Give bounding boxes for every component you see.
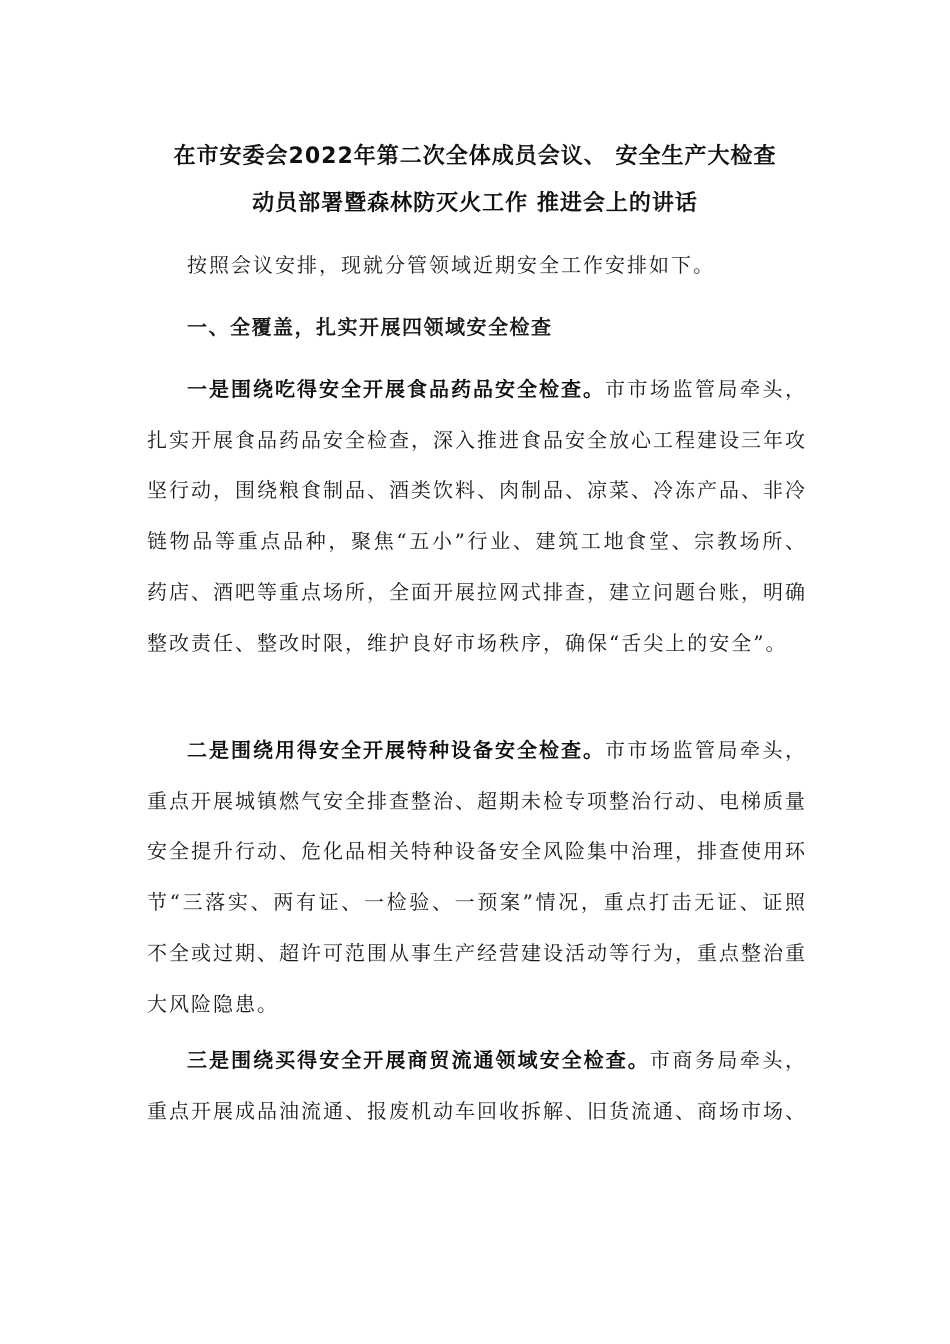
paragraph-item-1	[147, 364, 807, 668]
item-3-body: 市商务局牵头，重点开展成品油流通、报废机动车回收拆解、旧货流通、商场市场、	[147, 1048, 808, 1123]
item-3-lead: 三是围绕买得安全开展商贸流通领域安全检查。	[187, 1048, 650, 1072]
section-heading: 一、全覆盖，扎实开展四领域安全检查	[187, 315, 553, 339]
document-title-line-1: 在市安委会2022年第二次全体成员会议、 安全生产大检查	[173, 144, 777, 169]
item-1-lead: 一是围绕吃得安全开展食品药品安全检查。	[187, 377, 605, 401]
paragraph-item-3	[147, 1035, 807, 1136]
item-1-body: 市市场监管局牵头，扎实开展食品药品安全检查，深入推进食品安全放心工程建设三年攻坚行动，围绕粮食制品、酒类饮料、肉制品、凉菜、冷冻产品、非冷链物品等重点品种，聚焦“五小”行业、建筑工地食堂、宗教场所、药店、酒吧等重点场所，全面开展拉网式排查，建立问题台账，明确整改责任、整改时限，维护良好市场秩序，确保“舌尖上的安全”。	[147, 377, 807, 655]
paragraph-item-2	[147, 725, 807, 1029]
document-title-line-2: 动员部署暨森林防灭火工作 推进会上的讲话	[252, 191, 698, 216]
intro-paragraph: 按照会议安排，现就分管领域近期安全工作安排如下。	[187, 253, 715, 277]
item-2-body: 市市场监管局牵头，重点开展城镇燃气安全排查整治、超期未检专项整治行动、电梯质量安全提升行动、危化品相关特种设备安全风险集中治理，排查使用环节“三落实、两有证、一检验、一预案”情况，重点打击无证、证照不全或过期、超许可范围从事生产经营建设活动等行为，重点整治重大风险隐患。	[147, 738, 807, 1016]
item-2-lead: 二是围绕用得安全开展特种设备安全检查。	[187, 738, 605, 762]
